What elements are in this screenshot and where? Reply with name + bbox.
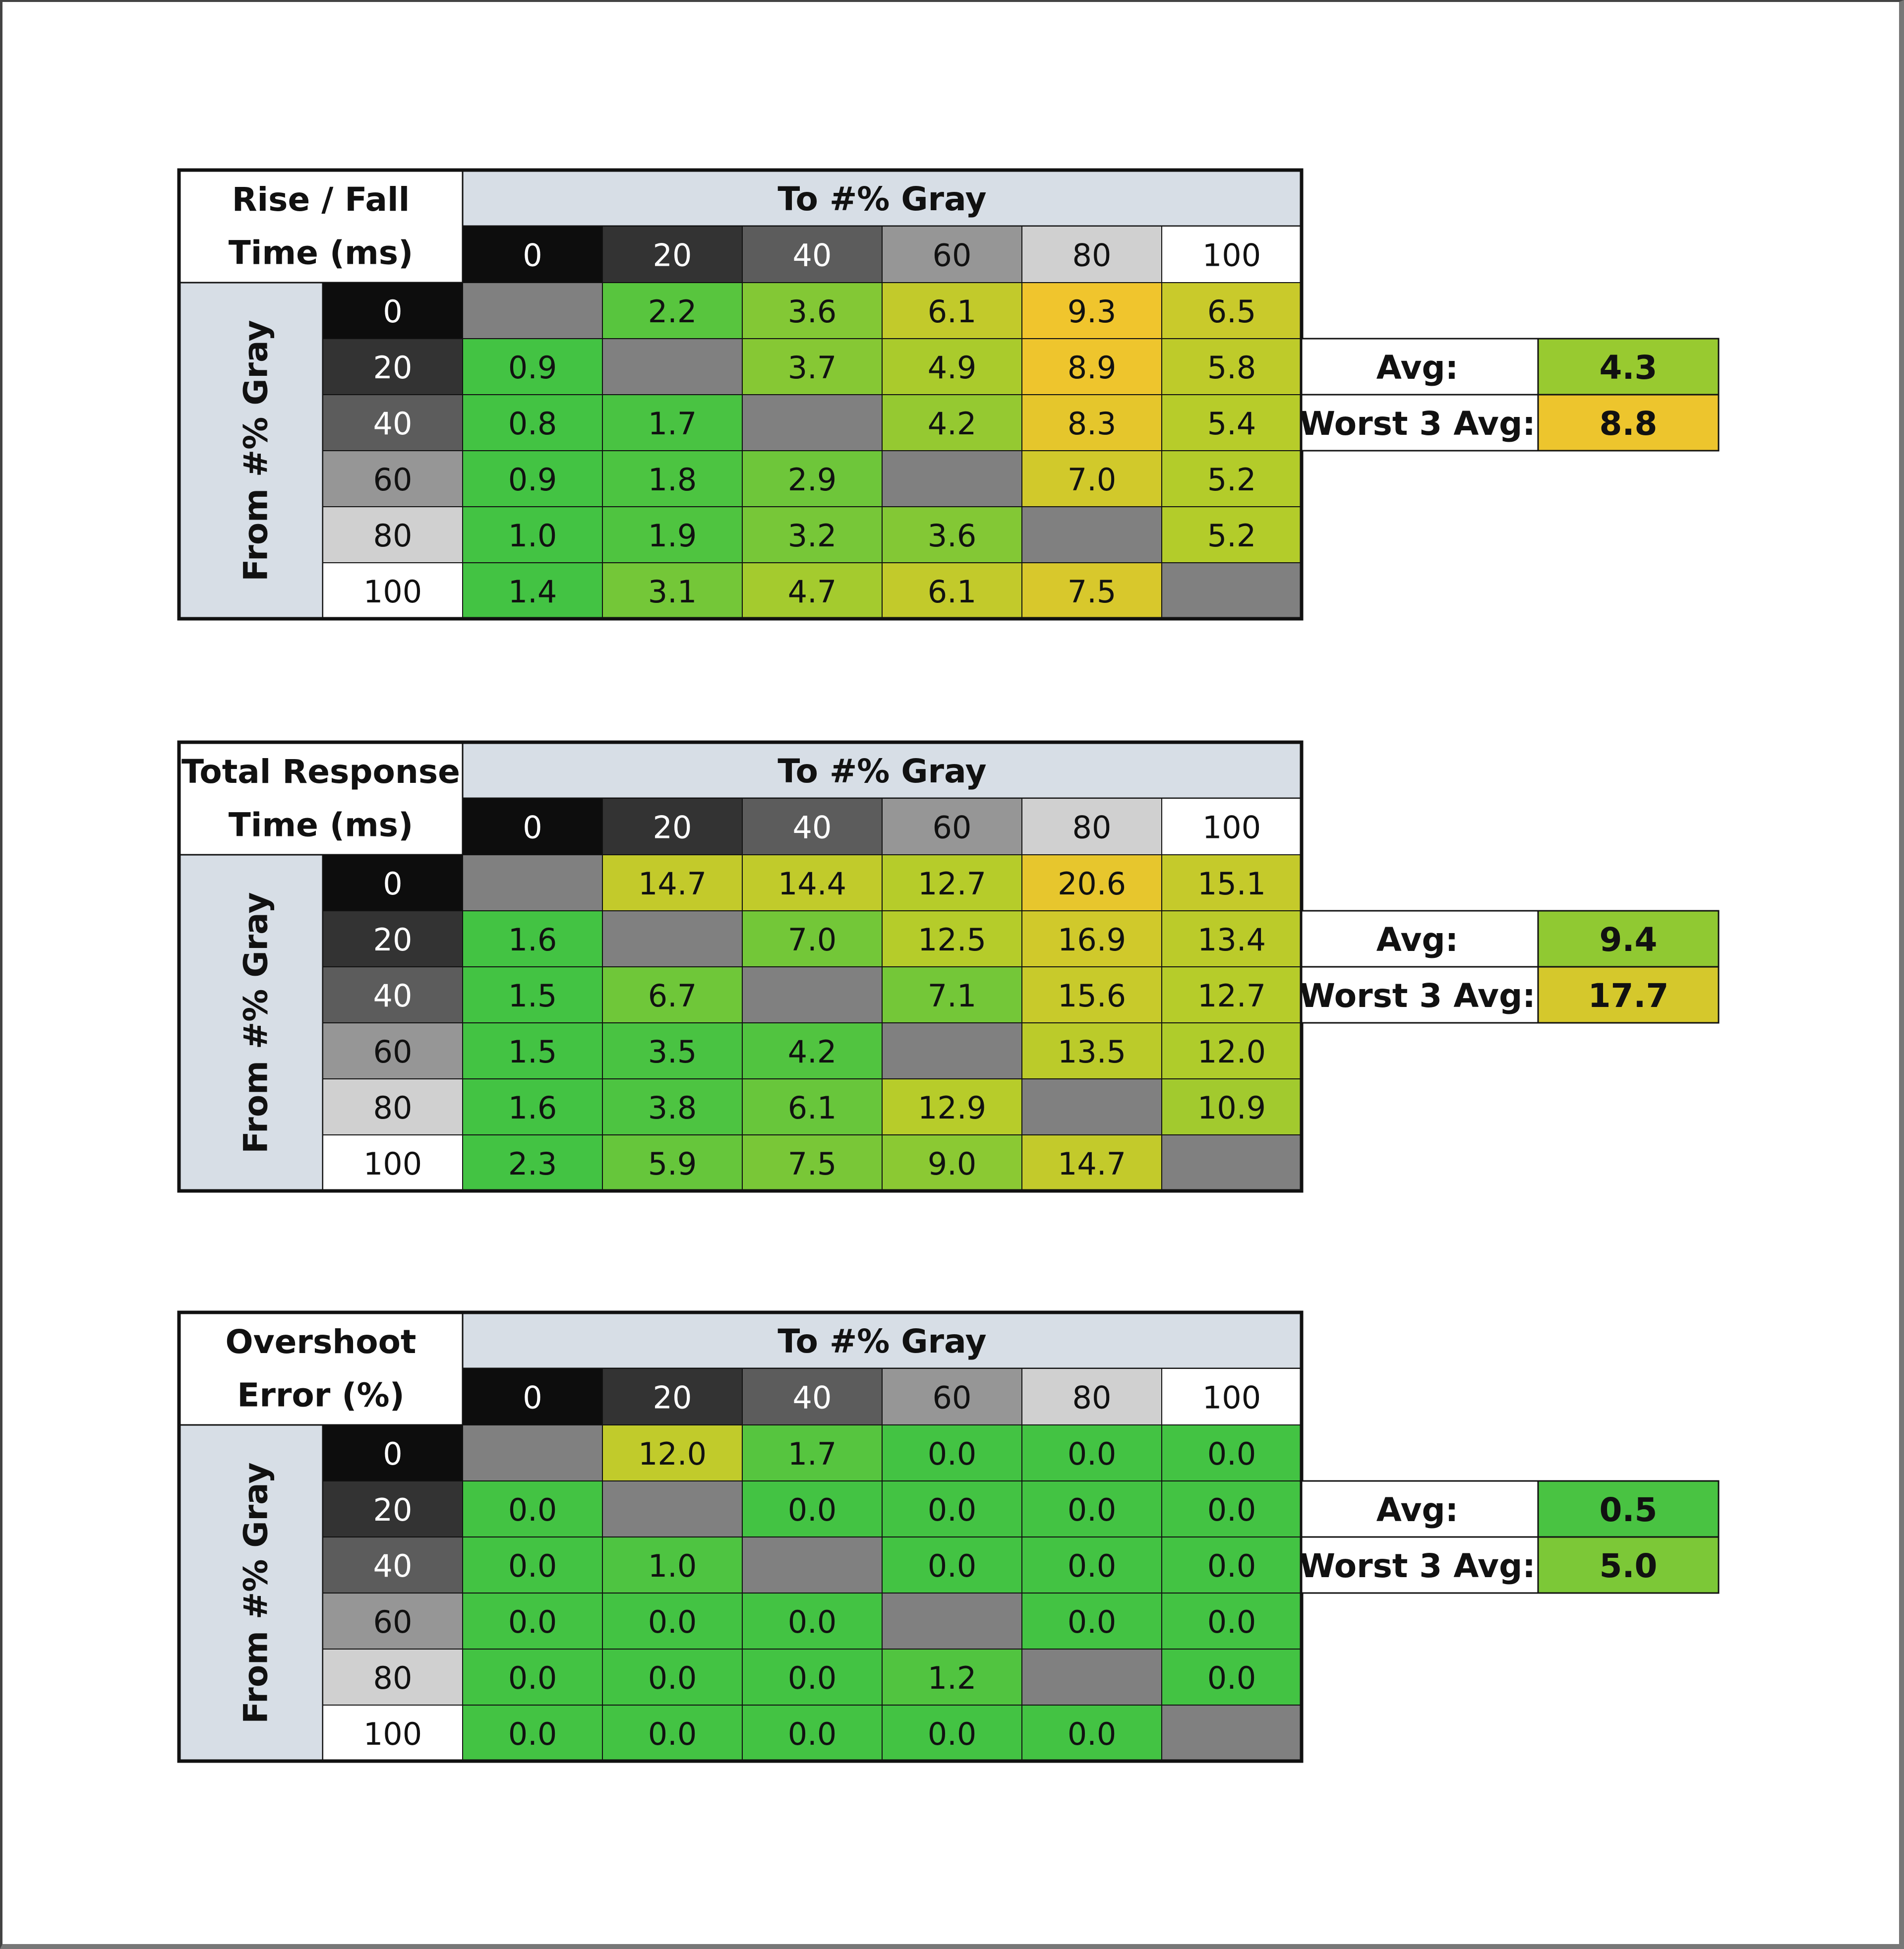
cell-value-label: 6.7 [648,978,697,1014]
heatmap-table-2 [179,742,1719,1191]
row-category-label: 0 [383,1436,403,1472]
diagonal-cell [742,967,882,1023]
cell-value-label: 1.7 [787,1436,837,1472]
cell-value-label: 6.5 [1207,294,1256,330]
heatmap-table-3 [179,1312,1719,1761]
cell-value-label: 14.7 [638,866,707,902]
cell-value-label: 2.9 [787,462,837,498]
diagonal-cell [882,451,1022,507]
diagonal-cell [1162,1135,1302,1191]
column-category-label: 60 [932,809,972,846]
cell-value-label: 6.1 [927,294,977,330]
cell-value-label: 3.8 [648,1090,697,1126]
cell-value-label: 6.1 [927,574,977,610]
row-category-label: 80 [373,1660,413,1696]
cell-value-label: 5.4 [1207,406,1256,442]
cell-value-label: 0.0 [508,1548,557,1584]
cell-value-label: 0.0 [927,1548,977,1584]
cell-value-label: 1.4 [508,574,557,610]
table-title-line: Total Response [181,753,460,791]
row-category-label: 40 [373,406,413,442]
row-axis-label: From #% Gray [237,1462,275,1724]
cell-value-label: 0.0 [648,1716,697,1752]
cell-value-label: 0.0 [1207,1548,1256,1584]
cell-value-label: 14.7 [1057,1146,1127,1182]
cell-value-label: 0.0 [508,1492,557,1528]
cell-value-label: 0.8 [508,406,557,442]
row-axis-label: From #% Gray [237,892,275,1154]
summary-label: Avg: [1376,1491,1459,1529]
cell-value-label: 0.0 [787,1492,837,1528]
cell-value-label: 2.3 [508,1146,557,1182]
diagonal-cell [1022,507,1162,563]
row-category-label: 0 [383,294,403,330]
column-category-label: 40 [792,237,832,274]
diagonal-cell [463,283,602,339]
cell-value-label: 4.2 [787,1034,837,1070]
cell-value-label: 3.7 [787,350,837,386]
row-category-label: 40 [373,978,413,1014]
cell-value-label: 9.3 [1067,294,1117,330]
cell-value-label: 3.6 [927,518,977,554]
cell-value-label: 12.0 [1197,1034,1266,1070]
diagonal-cell [1022,1649,1162,1705]
cell-value-label: 1.0 [508,518,557,554]
cell-value-label: 0.0 [648,1660,697,1696]
cell-value-label: 1.6 [508,922,557,958]
cell-value-label: 0.0 [927,1436,977,1472]
cell-value-label: 0.0 [787,1716,837,1752]
column-category-label: 60 [932,237,972,274]
diagonal-cell [602,911,742,967]
table-title-line: Time (ms) [228,806,414,844]
diagonal-cell [882,1023,1022,1079]
summary-label: Worst 3 Avg: [1299,405,1536,443]
row-axis-label: From #% Gray [237,320,275,582]
cell-value-label: 0.0 [1207,1604,1256,1640]
column-category-label: 80 [1072,809,1112,846]
row-category-label: 100 [363,1146,422,1182]
diagonal-cell [463,1425,602,1481]
row-category-label: 80 [373,1090,413,1126]
diagonal-cell [882,1593,1022,1649]
cell-value-label: 1.5 [508,978,557,1014]
cell-value-label: 0.0 [927,1492,977,1528]
cell-value-label: 1.0 [648,1548,697,1584]
cell-value-label: 0.0 [1067,1492,1117,1528]
cell-value-label: 0.0 [508,1604,557,1640]
response-time-tables [2,2,1899,1944]
cell-value-label: 7.1 [927,978,977,1014]
diagonal-cell [742,395,882,451]
summary-value: 9.4 [1599,921,1658,959]
summary-value: 5.0 [1599,1547,1658,1585]
cell-value-label: 3.2 [787,518,837,554]
cell-value-label: 7.0 [1067,462,1117,498]
row-category-label: 40 [373,1548,413,1584]
diagonal-cell [742,1537,882,1593]
summary-label: Avg: [1376,349,1459,387]
cell-value-label: 1.2 [927,1660,977,1696]
column-category-label: 100 [1202,237,1261,274]
cell-value-label: 3.6 [787,294,837,330]
cell-value-label: 8.9 [1067,350,1117,386]
column-category-label: 20 [653,237,692,274]
cell-value-label: 13.5 [1057,1034,1127,1070]
cell-value-label: 4.7 [787,574,837,610]
diagonal-cell [602,1481,742,1537]
table-title-line: Time (ms) [228,234,414,272]
cell-value-label: 15.1 [1197,866,1266,902]
row-category-label: 80 [373,518,413,554]
cell-value-label: 0.0 [927,1716,977,1752]
row-category-label: 20 [373,922,413,958]
table-title-line: Overshoot [225,1323,416,1361]
cell-value-label: 1.6 [508,1090,557,1126]
column-axis-label: To #% Gray [777,1322,987,1360]
diagonal-cell [1162,563,1302,619]
summary-value: 17.7 [1588,977,1669,1015]
cell-value-label: 16.9 [1057,922,1127,958]
cell-value-label: 3.1 [648,574,697,610]
row-category-label: 100 [363,1716,422,1752]
table-title-line: Error (%) [237,1376,405,1415]
column-category-label: 20 [653,809,692,846]
table-title-line: Rise / Fall [232,180,410,219]
cell-value-label: 6.1 [787,1090,837,1126]
cell-value-label: 5.2 [1207,518,1256,554]
cell-value-label: 0.0 [1067,1436,1117,1472]
cell-value-label: 0.0 [508,1716,557,1752]
summary-label: Worst 3 Avg: [1299,977,1536,1015]
summary-label: Worst 3 Avg: [1299,1547,1536,1585]
summary-value: 4.3 [1599,349,1658,387]
cell-value-label: 0.0 [787,1660,837,1696]
cell-value-label: 0.0 [1207,1436,1256,1472]
row-category-label: 20 [373,1492,413,1528]
cell-value-label: 8.3 [1067,406,1117,442]
cell-value-label: 7.5 [1067,574,1117,610]
cell-value-label: 12.7 [917,866,987,902]
cell-value-label: 5.9 [648,1146,697,1182]
summary-label: Avg: [1376,921,1459,959]
row-category-label: 0 [383,866,403,902]
column-category-label: 0 [523,809,542,846]
cell-value-label: 2.2 [648,294,697,330]
column-category-label: 40 [792,1379,832,1416]
cell-value-label: 4.9 [927,350,977,386]
cell-value-label: 1.7 [648,406,697,442]
column-category-label: 60 [932,1379,972,1416]
summary-value: 8.8 [1599,405,1658,443]
column-category-label: 0 [523,1379,542,1416]
column-category-label: 0 [523,237,542,274]
cell-value-label: 0.0 [1207,1492,1256,1528]
cell-value-label: 12.0 [638,1436,707,1472]
cell-value-label: 0.0 [1067,1716,1117,1752]
cell-value-label: 0.0 [787,1604,837,1640]
cell-value-label: 14.4 [777,866,847,902]
column-category-label: 80 [1072,1379,1112,1416]
cell-value-label: 7.0 [787,922,837,958]
cell-value-label: 1.5 [508,1034,557,1070]
diagonal-cell [1022,1079,1162,1135]
cell-value-label: 13.4 [1197,922,1266,958]
diagonal-cell [602,339,742,395]
cell-value-label: 15.6 [1057,978,1127,1014]
cell-value-label: 3.5 [648,1034,697,1070]
cell-value-label: 7.5 [787,1146,837,1182]
cell-value-label: 12.7 [1197,978,1266,1014]
cell-value-label: 0.0 [648,1604,697,1640]
cell-value-label: 0.0 [1067,1604,1117,1640]
cell-value-label: 5.2 [1207,462,1256,498]
cell-value-label: 0.9 [508,350,557,386]
cell-value-label: 10.9 [1197,1090,1266,1126]
row-category-label: 60 [373,462,413,498]
cell-value-label: 12.5 [917,922,987,958]
cell-value-label: 0.0 [1207,1660,1256,1696]
column-axis-label: To #% Gray [777,752,987,790]
row-category-label: 100 [363,574,422,610]
cell-value-label: 12.9 [917,1090,987,1126]
diagonal-cell [463,855,602,911]
summary-value: 0.5 [1599,1491,1658,1529]
cell-value-label: 4.2 [927,406,977,442]
cell-value-label: 0.0 [1067,1548,1117,1584]
cell-value-label: 5.8 [1207,350,1256,386]
row-category-label: 60 [373,1034,413,1070]
cell-value-label: 1.9 [648,518,697,554]
column-category-label: 40 [792,809,832,846]
row-category-label: 20 [373,350,413,386]
diagonal-cell [1162,1705,1302,1761]
cell-value-label: 9.0 [927,1146,977,1182]
heatmap-table-1 [179,170,1719,619]
column-category-label: 80 [1072,237,1112,274]
column-category-label: 100 [1202,809,1261,846]
cell-value-label: 0.9 [508,462,557,498]
cell-value-label: 20.6 [1057,866,1127,902]
column-category-label: 20 [653,1379,692,1416]
row-category-label: 60 [373,1604,413,1640]
cell-value-label: 1.8 [648,462,697,498]
column-category-label: 100 [1202,1379,1261,1416]
cell-value-label: 0.0 [508,1660,557,1696]
column-axis-label: To #% Gray [777,180,987,218]
